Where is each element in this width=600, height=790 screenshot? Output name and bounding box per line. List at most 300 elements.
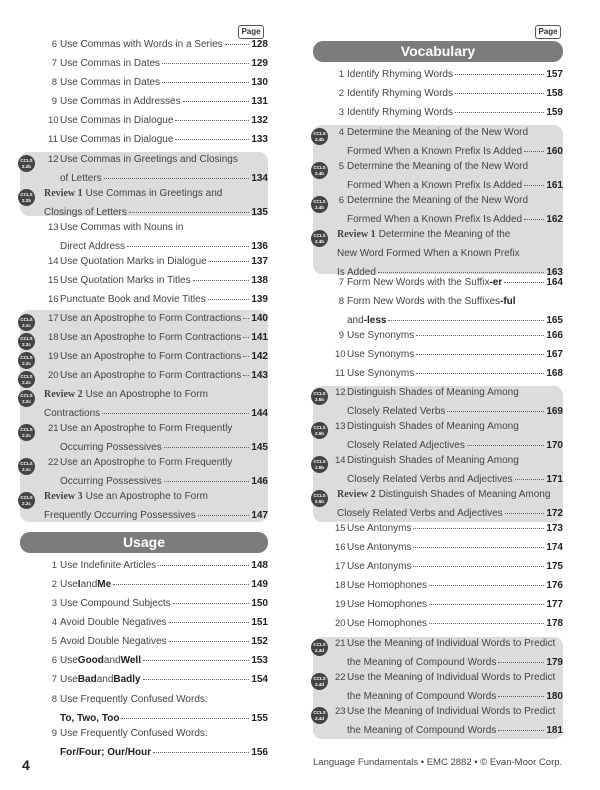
page-number-ref: 158 (546, 88, 563, 99)
page-number-ref: 135 (251, 207, 268, 219)
entry-number: 6 (338, 195, 344, 206)
page-number-ref: 172 (546, 508, 563, 520)
dot-leader (498, 730, 544, 731)
ccls-label: CCLS (313, 459, 326, 464)
ccls-standard-badge (18, 155, 35, 172)
entry-title: Use Homophones (347, 599, 428, 610)
toc-entry-line (48, 617, 268, 628)
entry-title: Use Synonyms (347, 349, 415, 360)
toc-entry-line (60, 476, 268, 487)
entry-title: Formed When a Known Prefix Is Added (347, 214, 523, 226)
entry-number: 2 (51, 579, 57, 590)
dot-leader (524, 151, 544, 152)
ccls-label: CCLS (313, 676, 326, 681)
ccls-label: CCLS (313, 131, 326, 136)
dot-leader (164, 447, 250, 448)
page-number-ref: 149 (251, 579, 268, 590)
toc-entry-line (48, 39, 268, 50)
dot-leader (169, 622, 250, 623)
dot-leader (413, 547, 544, 548)
dot-leader (416, 354, 544, 355)
page-number-ref: 168 (546, 368, 563, 379)
entry-title: Use Homophones (347, 580, 428, 591)
ccls-label: CCLS (20, 427, 33, 432)
page-number-ref: 144 (251, 408, 268, 420)
page-number-ref: 160 (546, 146, 563, 158)
entry-title: Use Commas in Dates (60, 77, 161, 88)
ccls-standard-badge (311, 456, 328, 473)
toc-entry-line (347, 315, 563, 326)
entry-number: 16 (335, 542, 346, 553)
page-number-ref: 156 (251, 747, 268, 759)
entry-number: 20 (48, 370, 59, 381)
entry-number: 4 (51, 617, 57, 628)
toc-entry-line (48, 313, 268, 324)
entry-number: 4 (338, 127, 344, 138)
entry-title: and (103, 655, 121, 666)
toc-entry-line (48, 579, 268, 590)
ccls-label: CCLS (20, 317, 33, 322)
entry-title: Contractions (44, 408, 101, 420)
entry-title: Use Commas in Dates (60, 58, 161, 69)
ccls-label: CCLS (20, 355, 33, 360)
entry-title: New Word Formed When a Known Prefix (337, 248, 520, 260)
entry-number: 6 (51, 39, 57, 50)
entry-title-bold: Badly (113, 674, 141, 685)
entry-title: Formed When a Known Prefix Is Added (347, 146, 523, 158)
page-number-ref: 181 (546, 725, 563, 737)
page-number-ref: 141 (251, 332, 268, 343)
entry-title: Use an Apostrophe to Form Contractions (60, 332, 242, 343)
dot-leader (429, 585, 544, 586)
entry-title: Use Compound Subjects (60, 598, 171, 609)
toc-entry-line (48, 674, 268, 685)
entry-title: Use Commas in Dialogue (60, 115, 174, 126)
entry-number: 11 (48, 134, 58, 145)
entry-number: 10 (48, 115, 59, 126)
entry-title: Closely Related Verbs and Adjectives (337, 508, 503, 520)
dot-leader (104, 178, 250, 179)
dot-leader (193, 280, 250, 281)
toc-entry-line (335, 542, 563, 553)
ccls-standard-badge (311, 230, 328, 247)
ccls-standard-badge (311, 128, 328, 145)
dot-leader (378, 272, 544, 273)
dot-leader (173, 603, 250, 604)
entry-number: 2 (338, 88, 344, 99)
dot-leader (175, 139, 249, 140)
ccls-label: CCLS (313, 199, 326, 204)
page-number-ref: 131 (251, 96, 268, 107)
ccls-code: 2.2c (22, 322, 31, 328)
entry-title: Distinguish Shades of Meaning Among (347, 455, 519, 466)
toc-entry-line (335, 330, 563, 341)
entry-title: Distinguish Shades of Meaning Among (347, 421, 519, 432)
toc-entry-line (48, 77, 268, 88)
dot-leader (467, 445, 544, 446)
entry-number: 7 (51, 674, 57, 685)
dot-leader (198, 515, 250, 516)
toc-entry-line (335, 638, 563, 649)
entry-title: Use the Meaning of Individual Words to Predict (347, 638, 556, 649)
entry-number: 7 (51, 58, 57, 69)
entry-title: of Letters (60, 173, 102, 185)
ccls-code: 2.2c (22, 432, 31, 438)
entry-title-bold: Bad (77, 674, 97, 685)
entry-title: Use Antonyms (347, 523, 412, 534)
entry-title: Use Antonyms (347, 542, 412, 553)
toc-entry-line (48, 134, 268, 145)
ccls-standard-badge (311, 639, 328, 656)
page-number-ref: 139 (251, 294, 268, 305)
page-number-ref: 164 (546, 277, 563, 288)
page-number-ref: 146 (251, 476, 268, 488)
ccls-label: CCLS (313, 710, 326, 715)
dot-leader (183, 101, 250, 102)
page-number-ref: 147 (251, 510, 268, 522)
dot-leader (413, 528, 544, 529)
toc-entry-line (48, 351, 268, 362)
entry-title: Punctuate Book and Movie Titles (60, 294, 206, 305)
dot-leader (153, 752, 249, 753)
toc-entry-line (48, 728, 268, 739)
entry-title: the Meaning of Compound Words (347, 657, 497, 669)
entry-title: Use Synonyms (347, 368, 415, 379)
entry-number: 17 (48, 313, 59, 324)
entry-title: Use an Apostrophe to Form (85, 389, 208, 400)
dot-leader (158, 565, 249, 566)
toc-entry-line (335, 618, 563, 629)
toc-entry-line (48, 294, 268, 305)
toc-entry-line (48, 154, 268, 165)
toc-entry-line (335, 195, 563, 206)
entry-title: Distinguish Shades of Meaning Among (378, 489, 551, 500)
entry-title: Occurring Possessives (60, 442, 162, 454)
dot-leader (243, 375, 249, 376)
dot-leader (455, 93, 544, 94)
ccls-code: 2.5b (314, 498, 324, 504)
toc-entry-line (335, 421, 563, 432)
toc-entry-line (335, 349, 563, 360)
ccls-label: CCLS (20, 192, 33, 197)
entry-title: Use the Meaning of Individual Words to Predict (347, 706, 556, 717)
entry-title: Direct Address (60, 241, 126, 253)
entry-number: 1 (51, 560, 57, 571)
entry-title: Distinguish Shades of Meaning Among (347, 387, 519, 398)
page-number-ref: 129 (251, 58, 268, 69)
review-number: Review 1 (44, 188, 83, 199)
ccls-label: CCLS (20, 495, 33, 500)
dot-leader (447, 411, 544, 412)
entry-number: 3 (51, 598, 57, 609)
page-number-ref: 176 (546, 580, 563, 591)
entry-title: Use an Apostrophe to Form Contractions (60, 370, 242, 381)
entry-title: the Meaning of Compound Words (347, 725, 497, 737)
entry-title-bold: For/Four; Our/Hour (60, 747, 152, 759)
entry-title: Use an Apostrophe to Form Frequently (60, 457, 233, 468)
page-number-ref: 157 (546, 69, 563, 80)
entry-number: 8 (51, 694, 57, 705)
dot-leader (524, 185, 544, 186)
toc-entry-line (48, 96, 268, 107)
ccls-standard-badge (18, 333, 35, 350)
entry-title: and (347, 315, 364, 327)
toc-entry-line (335, 561, 563, 572)
entry-title: Use an Apostrophe to Form Frequently (60, 423, 233, 434)
ccls-code: 2.2c (22, 500, 31, 506)
ccls-standard-badge (311, 196, 328, 213)
page-number-ref: 163 (546, 267, 563, 279)
entry-number: 14 (48, 256, 59, 267)
toc-entry-line (44, 188, 268, 199)
entry-number: 3 (338, 107, 344, 118)
entry-title-bold: I (77, 579, 81, 590)
ccls-standard-badge (311, 707, 328, 724)
toc-entry-line (48, 423, 268, 434)
entry-title: Use Antonyms (347, 561, 412, 572)
ccls-standard-badge (311, 422, 328, 439)
ccls-label: CCLS (313, 391, 326, 396)
dot-leader (143, 679, 250, 680)
dot-leader (429, 623, 544, 624)
ccls-standard-badge (18, 492, 35, 509)
page-number-ref: 165 (546, 315, 563, 327)
toc-entry-line (48, 560, 268, 571)
entry-number: 8 (338, 296, 344, 307)
page-number-ref: 133 (251, 134, 268, 145)
entry-title: Use Commas in Addresses (60, 96, 181, 107)
dot-leader (225, 44, 250, 45)
dot-leader (455, 74, 544, 75)
page-number-ref: 153 (251, 655, 268, 666)
toc-entry-line (48, 256, 268, 267)
entry-title-bold: -er (489, 277, 503, 288)
entry-title: Avoid Double Negatives (60, 636, 167, 647)
entry-title: Use Commas with Words in a Series (60, 39, 223, 50)
footer-credit: Language Fundamentals • EMC 2882 • © Evan-Moor Corp. (313, 757, 563, 768)
toc-entry-line (347, 180, 563, 191)
toc-entry-line (48, 457, 268, 468)
page-number-ref: 180 (546, 691, 563, 703)
page-number-ref: 159 (546, 107, 563, 118)
ccls-standard-badge (18, 390, 35, 407)
ccls-code: 2.2c (22, 341, 31, 347)
entry-number: 20 (335, 618, 346, 629)
dot-leader (515, 479, 545, 480)
entry-title: Use Frequently Confused Words: (60, 694, 208, 705)
ccls-standard-badge (311, 490, 328, 507)
dot-leader (164, 481, 250, 482)
review-number: Review 3 (44, 491, 83, 502)
ccls-label: CCLS (20, 393, 33, 398)
page-number-ref: 175 (546, 561, 563, 572)
page-number-ref: 174 (546, 542, 563, 553)
page-number-ref: 170 (546, 440, 563, 452)
page-number-ref: 130 (251, 77, 268, 88)
toc-entry-line (60, 713, 268, 724)
toc-entry-line (60, 747, 268, 758)
dot-leader (455, 112, 544, 113)
ccls-code: 2.2b (21, 163, 31, 169)
page-number-ref: 155 (251, 713, 268, 725)
page-column-label: Page (535, 25, 561, 39)
entry-title: Use (60, 655, 78, 666)
dot-leader (162, 82, 249, 83)
entry-number: 12 (335, 387, 346, 398)
entry-title: the Meaning of Compound Words (347, 691, 497, 703)
dot-leader (169, 641, 250, 642)
dot-leader (243, 337, 249, 338)
page-number-ref: 161 (546, 180, 563, 192)
ccls-label: CCLS (20, 461, 33, 466)
entry-title: Use Commas with Nouns in (60, 222, 184, 233)
page-number-ref: 179 (546, 657, 563, 669)
ccls-code: 2.4b (314, 204, 324, 210)
ccls-code: 2.2c (22, 398, 31, 404)
toc-entry-line (347, 146, 563, 157)
entry-title-bold: To, Two, Too (60, 713, 120, 725)
entry-title-bold: Good (77, 655, 104, 666)
ccls-label: CCLS (20, 336, 33, 341)
toc-entry-line (335, 599, 563, 610)
toc-entry-line (48, 275, 268, 286)
page-number-ref: 128 (251, 39, 268, 50)
entry-title: Identify Rhyming Words (347, 69, 453, 80)
ccls-code: 2.2c (22, 379, 31, 385)
dot-leader (388, 320, 544, 321)
entry-number: 1 (338, 69, 344, 80)
entry-title: Use an Apostrophe to Form (85, 491, 208, 502)
ccls-code: 2.2c (22, 360, 31, 366)
ccls-highlight-group (313, 637, 563, 739)
dot-leader (243, 356, 249, 357)
dot-leader (498, 696, 544, 697)
dot-leader (127, 246, 249, 247)
ccls-standard-badge (18, 352, 35, 369)
entry-title: Use Commas in Greetings and (85, 188, 223, 199)
page-number-ref: 138 (251, 275, 268, 286)
entry-number: 5 (338, 161, 344, 172)
toc-entry-line (347, 657, 563, 668)
toc-entry-line (335, 523, 563, 534)
entry-number: 13 (48, 222, 59, 233)
dot-leader (498, 662, 544, 663)
entry-title: Use an Apostrophe to Form Contractions (60, 313, 242, 324)
review-number: Review 2 (337, 489, 376, 500)
ccls-code: 2.2b (21, 197, 31, 203)
entry-title: Use Indefinite Articles (60, 560, 157, 571)
entry-number: 15 (335, 523, 346, 534)
entry-number: 8 (51, 77, 57, 88)
toc-entry-line (48, 370, 268, 381)
page-number: 4 (22, 757, 30, 773)
toc-entry-line (335, 672, 563, 683)
ccls-code: 2.2c (22, 466, 31, 472)
entry-title-bold: Well (120, 655, 141, 666)
toc-entry-line (347, 474, 563, 485)
entry-number: 9 (51, 96, 57, 107)
toc-entry-line (48, 332, 268, 343)
entry-title: Use (60, 674, 78, 685)
ccls-code: 2.5b (314, 396, 324, 402)
toc-entry-line (44, 207, 268, 218)
page-number-ref: 151 (251, 617, 268, 628)
entry-title: and (80, 579, 98, 590)
toc-entry-line (347, 406, 563, 417)
entry-title: Occurring Possessives (60, 476, 162, 488)
page-number-ref: 162 (546, 214, 563, 226)
entry-title: Use (60, 579, 78, 590)
entry-number: 11 (335, 368, 345, 379)
ccls-label: CCLS (313, 642, 326, 647)
ccls-code: 2.4d (314, 715, 324, 721)
ccls-standard-badge (18, 371, 35, 388)
dot-leader (505, 513, 545, 514)
dot-leader (416, 335, 544, 336)
dot-leader (416, 373, 544, 374)
dot-leader (162, 63, 249, 64)
toc-entry-line (48, 636, 268, 647)
dot-leader (209, 261, 250, 262)
dot-leader (524, 219, 544, 220)
entry-title: Use Commas in Greetings and Closings (60, 154, 238, 165)
ccls-label: CCLS (313, 233, 326, 238)
entry-title: Use Commas in Dialogue (60, 134, 174, 145)
entry-title-bold: -ful (500, 296, 516, 307)
entry-title: Use an Apostrophe to Form Contractions (60, 351, 242, 362)
ccls-label: CCLS (313, 493, 326, 498)
entry-title: Determine the Meaning of the New Word (347, 127, 529, 138)
vocabulary-section-title: Vocabulary (313, 41, 563, 62)
entry-number: 21 (48, 423, 59, 434)
ccls-label: CCLS (20, 158, 33, 163)
entry-number: 13 (335, 421, 346, 432)
toc-entry-line (335, 368, 563, 379)
entry-number: 22 (48, 457, 59, 468)
ccls-label: CCLS (313, 425, 326, 430)
entry-title: Determine the Meaning of the (378, 229, 511, 240)
toc-entry-line (337, 508, 563, 519)
toc-entry-line (335, 706, 563, 717)
page-number-ref: 173 (546, 523, 563, 534)
dot-leader (113, 584, 249, 585)
toc-entry-line (60, 241, 268, 252)
entry-number: 9 (51, 728, 57, 739)
ccls-code: 2.4b (314, 170, 324, 176)
entry-title-bold: Me (97, 579, 112, 590)
toc-entry-line (48, 222, 268, 233)
entry-title: Form New Words with the Suffixes (347, 296, 501, 307)
ccls-standard-badge (18, 458, 35, 475)
entry-number: 15 (48, 275, 59, 286)
ccls-code: 2.4b (314, 136, 324, 142)
ccls-code: 2.5b (314, 430, 324, 436)
entry-number: 17 (335, 561, 346, 572)
entry-title: Closely Related Verbs (347, 406, 446, 418)
page-number-ref: 143 (251, 370, 268, 381)
dot-leader (175, 120, 249, 121)
page-number-ref: 167 (546, 349, 563, 360)
ccls-standard-badge (311, 388, 328, 405)
toc-entry-line (60, 442, 268, 453)
page-number-ref: 169 (546, 406, 563, 418)
entry-title-bold: -less (363, 315, 387, 327)
page-number-ref: 140 (251, 313, 268, 324)
entry-title: Use the Meaning of Individual Words to Predict (347, 672, 556, 683)
entry-title: and (96, 674, 114, 685)
ccls-standard-badge (18, 189, 35, 206)
entry-title: Identify Rhyming Words (347, 107, 453, 118)
